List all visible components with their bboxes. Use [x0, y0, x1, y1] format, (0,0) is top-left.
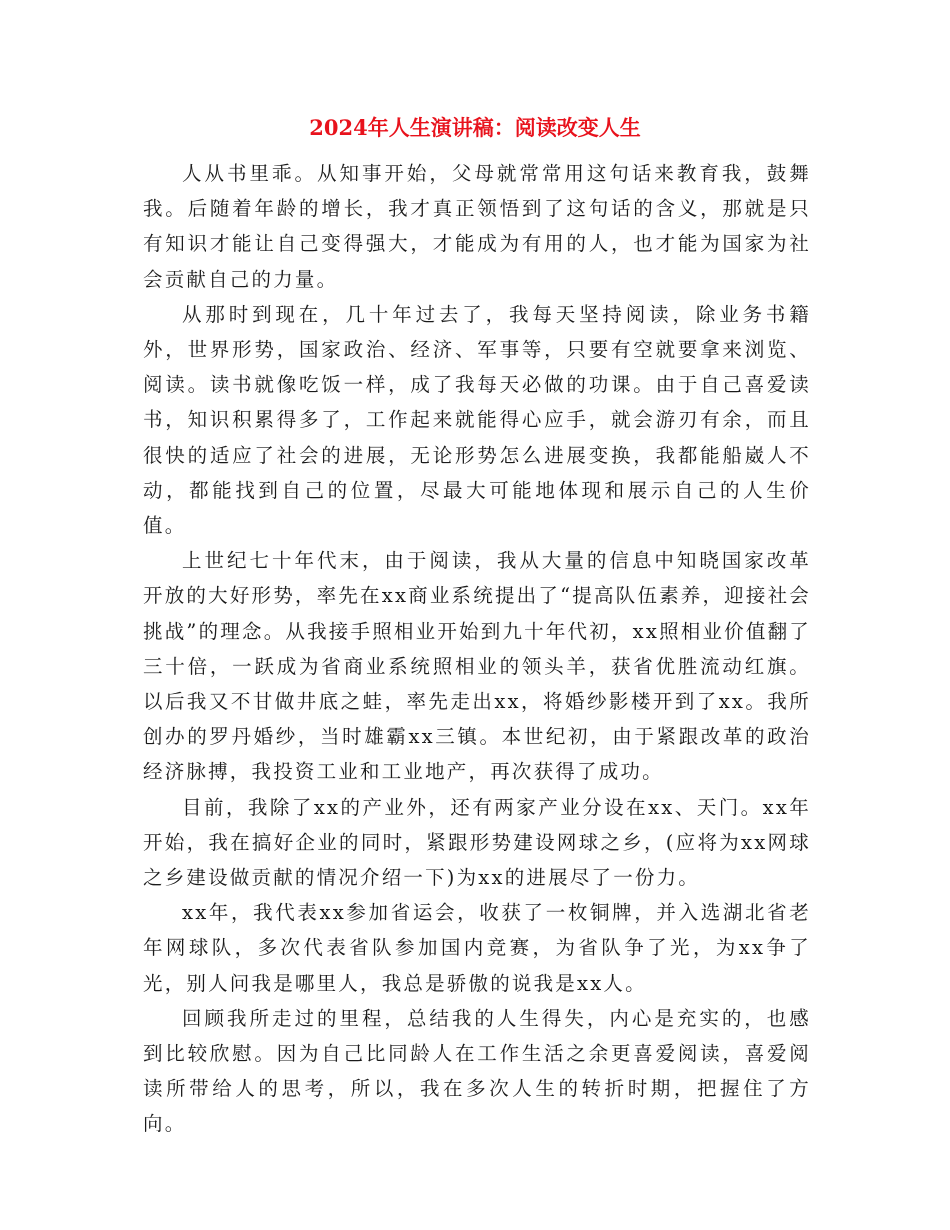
- paragraph-4: 目前，我除了xx的产业外，还有两家产业分设在xx、天门。xx年开始，我在搞好企业的同时，紧跟形势建设网球之乡，(应将为xx网球之乡建设做贡献的情况介绍一下)为xx的进展尽了一份力。: [143, 795, 811, 890]
- paragraph-5: xx年，我代表xx参加省运会，收获了一枚铜牌，并入选湖北省老年网球队，多次代表省队参加国内竞赛，为省队争了光，为xx争了光，别人问我是哪里人，我总是骄傲的说我是xx人。: [143, 901, 811, 995]
- paragraph-6: 回顾我所走过的里程，总结我的人生得失，内心是充实的，也感到比较欣慰。因为自己比同龄人在工作生活之余更喜爱阅读，喜爱阅读所带给人的思考，所以，我在多次人生的转折时期，把握住了方向。: [143, 1006, 811, 1136]
- paragraph-1: 人从书里乖。从知事开始，父母就常常用这句话来教育我，鼓舞我。后随着年龄的增长，我才真正领悟到了这句话的含义，那就是只有知识才能让自己变得强大，才能成为有用的人，也才能为国家为社会贡献自己的力量。: [143, 162, 811, 291]
- paragraph-3: 上世纪七十年代末，由于阅读，我从大量的信息中知晓国家改革开放的大好形势，率先在xx商业系统提出了“提高队伍素养，迎接社会挑战”的理念。从我接手照相业开始到九十年代初，xx照相业价值翻了三十倍，一跃成为省商业系统照相业的领头羊，获省优胜流动红旗。以后我又不甘做井底之蛙，率先走出xx，将婚纱影楼开到了xx。我所创办的罗丹婚纱，当时雄霸xx三镇。本世纪初，由于紧跟改革的政治经济脉搏，我投资工业和工业地产，再次获得了成功。: [143, 549, 811, 784]
- paragraph-2: 从那时到现在，几十年过去了，我每天坚持阅读，除业务书籍外，世界形势，国家政治、经济、军事等，只要有空就要拿来浏览、阅读。读书就像吃饭一样，成了我每天必做的功课。由于自己喜爱读书，知识积累得多了，工作起来就能得心应手，就会游刃有余，而且很快的适应了社会的进展，无论形势怎么进展变换，我都能船崴人不动，都能找到自己的位置，尽最大可能地体现和展示自己的人生价值。: [143, 302, 811, 538]
- document-title: 2024年人生演讲稿：阅读改变人生: [309, 115, 641, 140]
- document-body: [143, 156, 811, 1142]
